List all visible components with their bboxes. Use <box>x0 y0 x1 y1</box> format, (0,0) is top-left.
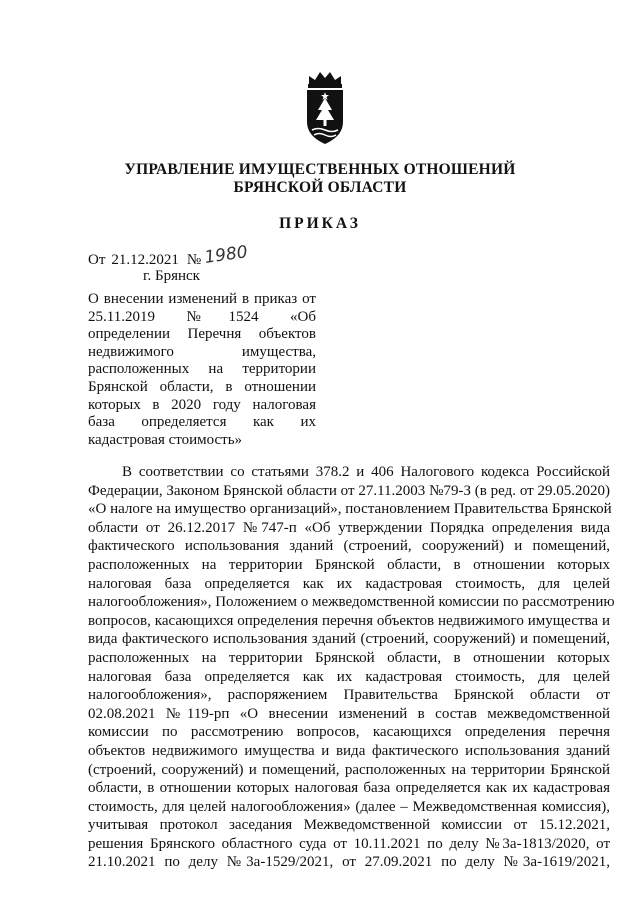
order-body-paragraph <box>88 463 615 872</box>
coat-of-arms-icon <box>300 70 350 146</box>
subject-line: О внесении изменений в приказ от <box>88 291 316 307</box>
body-line: расположенных на территории Брянской области, в отношении которых <box>88 649 610 666</box>
body-line: Федерации, Законом Брянской области от 27.11.2003 №79-З (в ред. от 29.05.2020) <box>88 482 610 499</box>
order-number-handwritten: 1980 <box>203 242 250 268</box>
body-line: В соответствии со статьями 378.2 и 406 Налогового кодекса Российской <box>122 464 610 480</box>
body-line: 21.10.2021 по делу №3а-1529/2021, от 27.09.2021 по делу №3а-1619/2021, <box>88 854 610 871</box>
body-line: решения Брянского областного суда от 10.11.2021 по делу №3а-1813/2020, от <box>88 835 610 852</box>
organization-name-line2: БРЯНСКОЙ ОБЛАСТИ <box>233 179 407 196</box>
body-line: стоимость, для целей налогообложения» (далее – Межведомственная комиссия), <box>88 798 610 815</box>
subject-line: расположенных на территории <box>88 361 316 378</box>
body-line: «О налоге на имущество организаций», постановлением Правительства Брянской <box>88 501 612 518</box>
date-number-line <box>88 242 250 269</box>
number-label: № <box>186 252 202 268</box>
body-line: налогообложения», распоряжением Правительства Брянской области от <box>88 687 610 704</box>
body-line: налогообложения», Положением о межведомственной комиссии по рассмотрению <box>88 594 615 611</box>
body-line: учитывая протокол заседания Межведомственной комиссии от 15.12.2021, <box>88 817 610 834</box>
body-line: объектов недвижимого имущества и вида фактического использования зданий <box>88 742 610 759</box>
subject-line: Брянской области, в отношении <box>88 378 316 395</box>
body-line: налоговая база определяется как их кадастровая стоимость, для целей <box>88 575 610 592</box>
body-line: налоговая база определяется как их кадастровая стоимость, для целей <box>88 668 610 685</box>
body-line: комиссии по рассмотрению вопросов, касающихся определения перечня <box>88 724 610 741</box>
city: г. Брянск <box>143 268 200 284</box>
order-date: 21.12.2021 <box>111 252 179 268</box>
body-line: (строений, сооружений) и помещений, расположенных на территории Брянской <box>88 761 610 778</box>
subject-line: 25.11.2019 №1524 «Об <box>88 308 316 325</box>
subject-line: база определяется как их <box>88 414 316 431</box>
subject-line: недвижимого имущества, <box>88 343 316 360</box>
body-line: 02.08.2021 №119-рп «О внесении изменений в состав межведомственной <box>88 705 610 722</box>
subject-line: кадастровая стоимость» <box>88 431 243 448</box>
body-line: вида фактического использования зданий (строений, сооружений) и помещений, <box>88 631 610 648</box>
subject-line: которых в 2020 году налоговая <box>88 396 316 413</box>
body-line: вопросов, касающихся определения перечня объектов недвижимого имущества и <box>88 612 610 629</box>
body-line: фактического использования зданий (строений, сооружений) и помещений, <box>88 538 610 555</box>
document-title: ПРИКАЗ <box>279 215 361 232</box>
body-line: области от 26.12.2017 №747-п «Об утверждении Порядка определения вида <box>88 519 610 536</box>
from-label: От <box>88 252 106 268</box>
body-line: области, в отношении которых налоговая база определяется как их кадастровая <box>88 780 610 797</box>
organization-name-line1: УПРАВЛЕНИЕ ИМУЩЕСТВЕННЫХ ОТНОШЕНИЙ <box>124 161 516 178</box>
order-subject <box>88 291 316 449</box>
subject-line: определении Перечня объектов <box>88 326 316 343</box>
body-line: расположенных на территории Брянской области, в отношении которых <box>88 556 610 573</box>
